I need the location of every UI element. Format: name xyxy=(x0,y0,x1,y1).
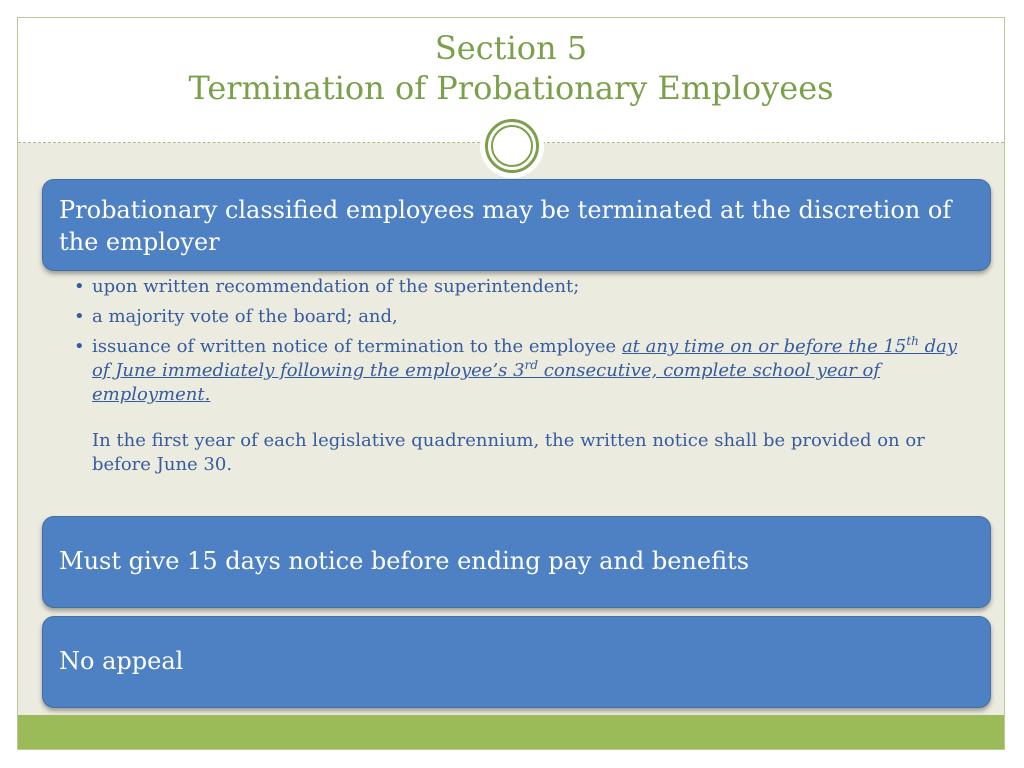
box-no-appeal xyxy=(42,616,991,708)
box-notice-text: Must give 15 days notice before ending pay and benefits xyxy=(59,547,750,575)
deadline-text: at any time on or before the 15th day of June immediately following the employee’s 3rd consecutive, complete school year of employment. xyxy=(92,334,958,405)
list-item-text: a majority vote of the board; and, xyxy=(92,306,398,327)
list-item xyxy=(72,335,972,477)
box-no-appeal-text: No appeal xyxy=(59,647,184,675)
quadrennium-note: In the first year of each legislative quadrennium, the written notice shall be provided on or before June 30. xyxy=(92,430,925,475)
bottom-bar xyxy=(18,715,1004,749)
slide-title-main: Termination of Probationary Employees xyxy=(188,69,834,107)
list-item-text: upon written recommendation of the superintendent; xyxy=(92,276,580,297)
ornament-inner-ring xyxy=(491,125,533,167)
box-discretion-text: Probationary classified employees may be terminated at the discretion of the employer xyxy=(59,196,952,256)
box-discretion xyxy=(42,179,991,271)
list-item xyxy=(72,275,972,299)
box-notice xyxy=(42,516,991,608)
requirements-list xyxy=(72,275,972,483)
slide-title-section: Section 5 xyxy=(434,29,588,67)
list-item xyxy=(72,305,972,329)
list-item-text: issuance of written notice of termination to the employee xyxy=(92,336,622,357)
